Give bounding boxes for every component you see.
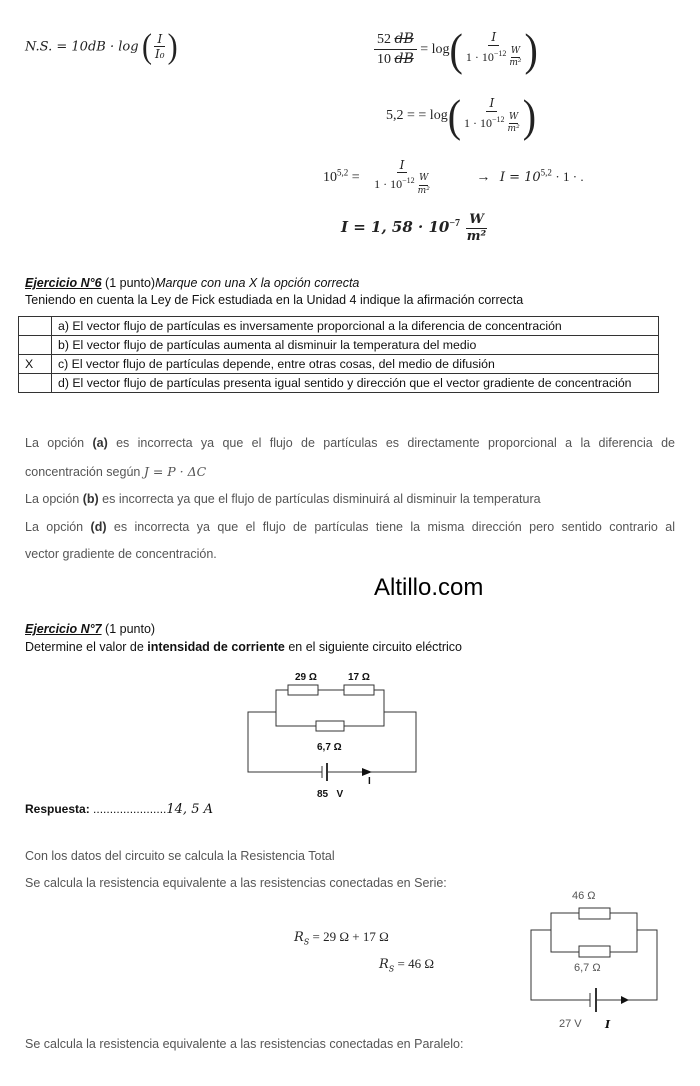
c2-r1-label: 46 Ω [572,890,596,902]
ex6-heading: Ejercicio N°6 (1 punto)Marque con una X la opción correcta [25,276,360,290]
c2-r2-label: 6,7 Ω [574,962,601,974]
equation-3: 10$^{5,2}$ = I $1 \cdot 10^{-12}$ $\frac{W}{\text{m²}}$ → $I = 10^{5,2} \cdot 1$ · . [323,158,584,197]
ex7-line-2: Se calcula la resistencia equivalente a las resistencias conectadas en Serie: [25,876,447,890]
ex6-explanation: La opción (a) es incorrecta ya que el flujo de partículas es directamente proporcional a la diferencia de concentración según J = P · ΔC La opción (b) es incorrecta ya que el flujo de partículas disminuirá al disminuir la temperatura La opción (d) es incorrecta ya que el flujo de partículas tiene la misma dirección pero sentido contrario al vector gradiente de concentración. [25,436,675,561]
watermark: Altillo.com [374,574,484,601]
simplified-circuit [525,888,665,1033]
r1-label: 29 Ω [295,672,317,683]
equation-2: 5,2 = = log( I $1 \cdot 10^{-12}$ $\frac{W}{\text{m²}}$ ) [386,89,537,142]
answer-line: Respuesta: ......................14, 5 A [25,802,213,817]
option-row[interactable]: X c) El vector flujo de partículas depende, entre otras cosas, del medio de difusión [19,355,659,374]
c2-voltage-label: 27 V [559,1018,582,1030]
ex7-line-3: Se calcula la resistencia equivalente a las resistencias conectadas en Paralelo: [25,1037,464,1051]
option-row[interactable]: d) El vector flujo de partículas presenta igual sentido y dirección que el vector gradiente de concentración [19,374,659,393]
option-row[interactable]: b) El vector flujo de partículas aumenta al disminuir la temperatura del medio [19,336,659,355]
result-intensity: I = 1, $58 \cdot 10^{-7}$ $\frac{W}{\text{m²}}$ [341,212,487,244]
rs-equation-2: $R_S = 46$ Ω [379,956,435,974]
r2-label: 17 Ω [348,672,370,683]
ex6-prompt: Teniendo en cuenta la Ley de Fick estudiada en la Unidad 4 indique la afirmación correcta [25,293,524,307]
r3-label: 6,7 Ω [317,742,342,753]
ex7-line-1: Con los datos del circuito se calcula la Resistencia Total [25,849,335,863]
option-row[interactable]: a) El vector flujo de partículas es inversamente proporcional a la diferencia de concentración [19,317,659,336]
current-label: I [368,776,371,787]
c2-current-label: I [605,1018,611,1031]
ex7-heading: Ejercicio N°7 (1 punto) [25,622,156,636]
ex7-prompt: Determine el valor de intensidad de corriente en el siguiente circuito eléctrico [25,640,463,654]
voltage-label: 85 V [317,789,344,800]
rs-equation-1: $R_S = 29$ Ω + 17 Ω [294,929,389,947]
ex6-options-table [18,316,659,393]
equation-1: $\frac{52 dB}{10 dB}$ = log( I $1 \cdot 10^{-12}$ $\frac{W}{\text{m²}}$ ) [374,30,538,70]
circuit-diagram [240,668,430,798]
ns-formula: N.S. = 10dB · log ( $\frac{I}{\text{I₀}}$ ) [25,27,178,66]
